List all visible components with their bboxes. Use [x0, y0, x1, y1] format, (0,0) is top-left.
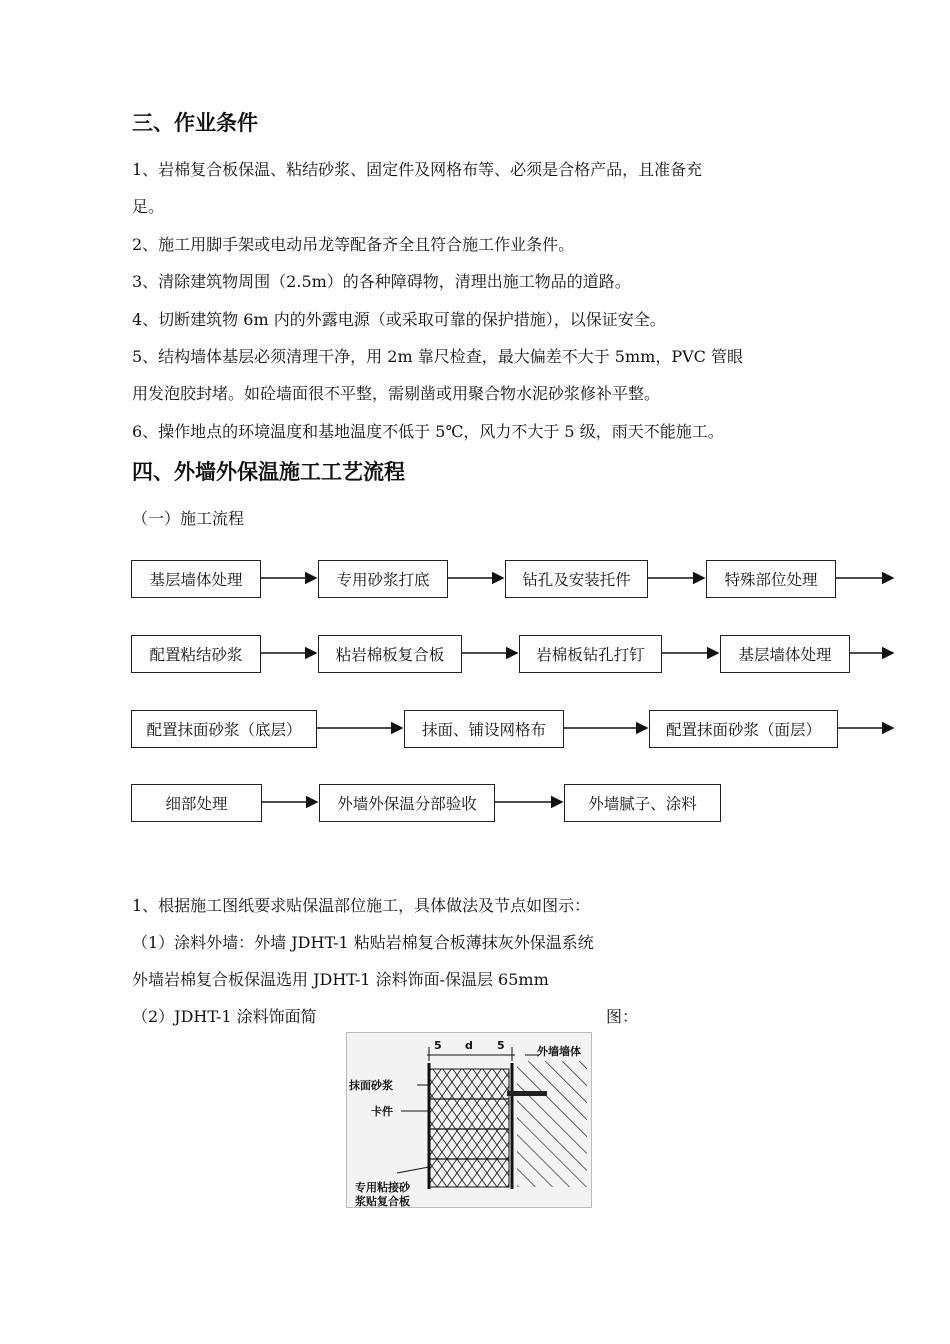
flow-step-paste-board: 粘岩棉板复合板: [318, 635, 462, 673]
condition-item-6: 6、操作地点的环境温度和基地温度不低于 5℃，风力不大于 5 级，雨天不能施工。: [132, 422, 724, 441]
condition-item-3: 3、清除建筑物周围（2.5m）的各种障碍物，清理出施工物品的道路。: [132, 272, 631, 291]
flow-step-plaster-face: 配置抹面砂浆（面层）: [649, 710, 838, 748]
insulation-section-figure: [346, 1032, 592, 1208]
process-subtitle: （一）施工流程: [132, 509, 245, 528]
flow-step-special-parts: 特殊部位处理: [706, 560, 836, 598]
note-line-3: 外墙岩棉复合板保温选用 JDHT-1 涂料饰面-保温层 65mm: [132, 970, 549, 989]
section-title-conditions: 三、作业条件: [132, 111, 258, 135]
condition-item-4: 4、切断建筑物 6m 内的外露电源（或采取可靠的保护措施），以保证安全。: [132, 310, 666, 329]
condition-item-2: 2、施工用脚手架或电动吊龙等配备齐全且符合施工作业条件。: [132, 235, 575, 254]
flow-step-base-wall: 基层墙体处理: [131, 560, 261, 598]
condition-item-5-cont: 用发泡胶封堵。如砼墙面很不平整，需剔凿或用聚合物水泥砂浆修补平整。: [132, 384, 661, 403]
flow-step-putty-paint: 外墙腻子、涂料: [564, 784, 721, 822]
condition-item-1-cont: 足。: [132, 197, 165, 216]
adhesive-label-2: 浆贴复合板: [355, 1195, 410, 1208]
dim-mid-label: d: [465, 1039, 473, 1052]
adhesive-label-1: 专用粘接砂: [355, 1181, 410, 1194]
note-line-2: （1）涂料外墙：外墙 JDHT-1 粘贴岩棉复合板薄抹灰外保温系统: [132, 933, 594, 952]
wall-label: 外墙墙体: [537, 1045, 581, 1058]
flow-step-bond-mortar: 配置粘结砂浆: [131, 635, 261, 673]
dim-left-label: 5: [434, 1039, 442, 1052]
flow-step-plaster-base: 配置抹面砂浆（底层）: [131, 710, 317, 748]
flow-step-mesh: 抹面、铺设网格布: [404, 710, 564, 748]
note-line-4a: （2）JDHT-1 涂料饰面简: [132, 1007, 317, 1026]
clip-label: 卡件: [371, 1105, 393, 1118]
flow-step-base-wall-2: 基层墙体处理: [720, 635, 850, 673]
condition-item-1: 1、岩棉复合板保温、粘结砂浆、固定件及网格布等、必须是合格产品，且准备充: [132, 160, 703, 179]
plaster-mortar-label: 抹面砂浆: [349, 1079, 393, 1092]
section-title-process: 四、外墙外保温施工工艺流程: [132, 460, 405, 484]
note-line-1: 1、根据施工图纸要求贴保温部位施工，具体做法及节点如图示：: [132, 896, 591, 915]
flow-step-detail: 细部处理: [131, 784, 262, 822]
flow-step-mortar-primer: 专用砂浆打底: [318, 560, 448, 598]
dim-right-label: 5: [497, 1039, 505, 1052]
flow-step-drill-nail: 岩棉板钻孔打钉: [519, 635, 662, 673]
flow-step-acceptance: 外墙外保温分部验收: [319, 784, 495, 822]
note-line-4b: 图：: [606, 1007, 639, 1026]
flow-step-drill-install: 钻孔及安装托件: [505, 560, 648, 598]
condition-item-5: 5、结构墙体基层必须清理干净，用 2m 靠尺检查，最大偏差不大于 5mm，PVC 管眼: [132, 347, 743, 366]
